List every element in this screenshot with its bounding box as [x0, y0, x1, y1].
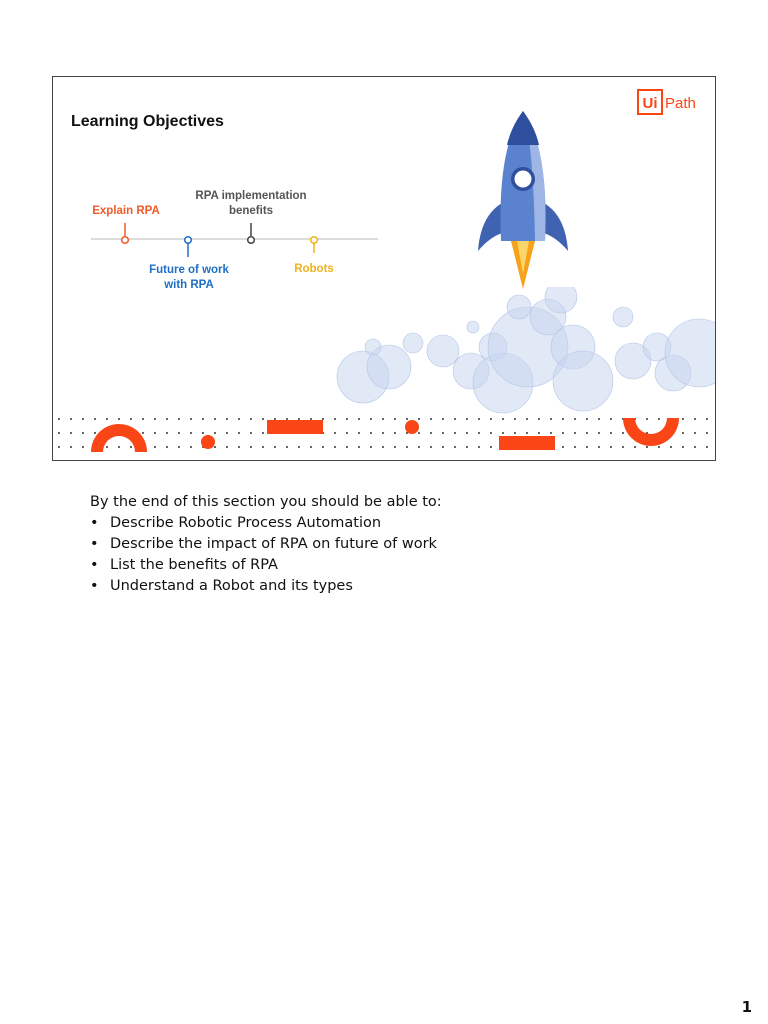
slide-title: Learning Objectives [71, 113, 224, 130]
list-item [90, 513, 690, 534]
page-number: 1 [741, 998, 752, 1016]
timeline-label-explain: Explain RPA [92, 205, 160, 217]
timeline-node-robots [311, 237, 318, 244]
list-item-text: Understand a Robot and its types [110, 578, 353, 594]
logo-path-text: Path [665, 95, 696, 112]
bullet-glyph: • [90, 515, 99, 531]
bullet-glyph: • [90, 578, 99, 594]
timeline-label-robots: Robots [294, 263, 334, 275]
objectives-list [90, 513, 690, 597]
rocket-icon [473, 109, 573, 289]
list-item [90, 576, 690, 597]
smoke-bubbles [333, 287, 715, 417]
timeline-label-benefits: RPA implementation benefits [195, 190, 307, 217]
list-item [90, 555, 690, 576]
timeline-node-future [185, 237, 192, 244]
list-item [90, 534, 690, 555]
list-item-text: Describe the impact of RPA on future of work [110, 536, 437, 552]
slide-thumbnail [52, 76, 716, 461]
list-item-text: Describe Robotic Process Automation [110, 515, 382, 531]
logo-ui-text: Ui [642, 95, 658, 112]
speaker-notes [90, 492, 690, 597]
timeline-node-benefits [248, 237, 255, 244]
timeline-label-future: Future of work with RPA [149, 264, 229, 291]
notes-intro: By the end of this section you should be able to: [90, 494, 442, 510]
bullet-glyph: • [90, 536, 99, 552]
bullet-glyph: • [90, 557, 99, 573]
list-item-text: List the benefits of RPA [110, 557, 278, 573]
decorative-dots-band [53, 412, 715, 460]
timeline-node-explain [122, 237, 129, 244]
